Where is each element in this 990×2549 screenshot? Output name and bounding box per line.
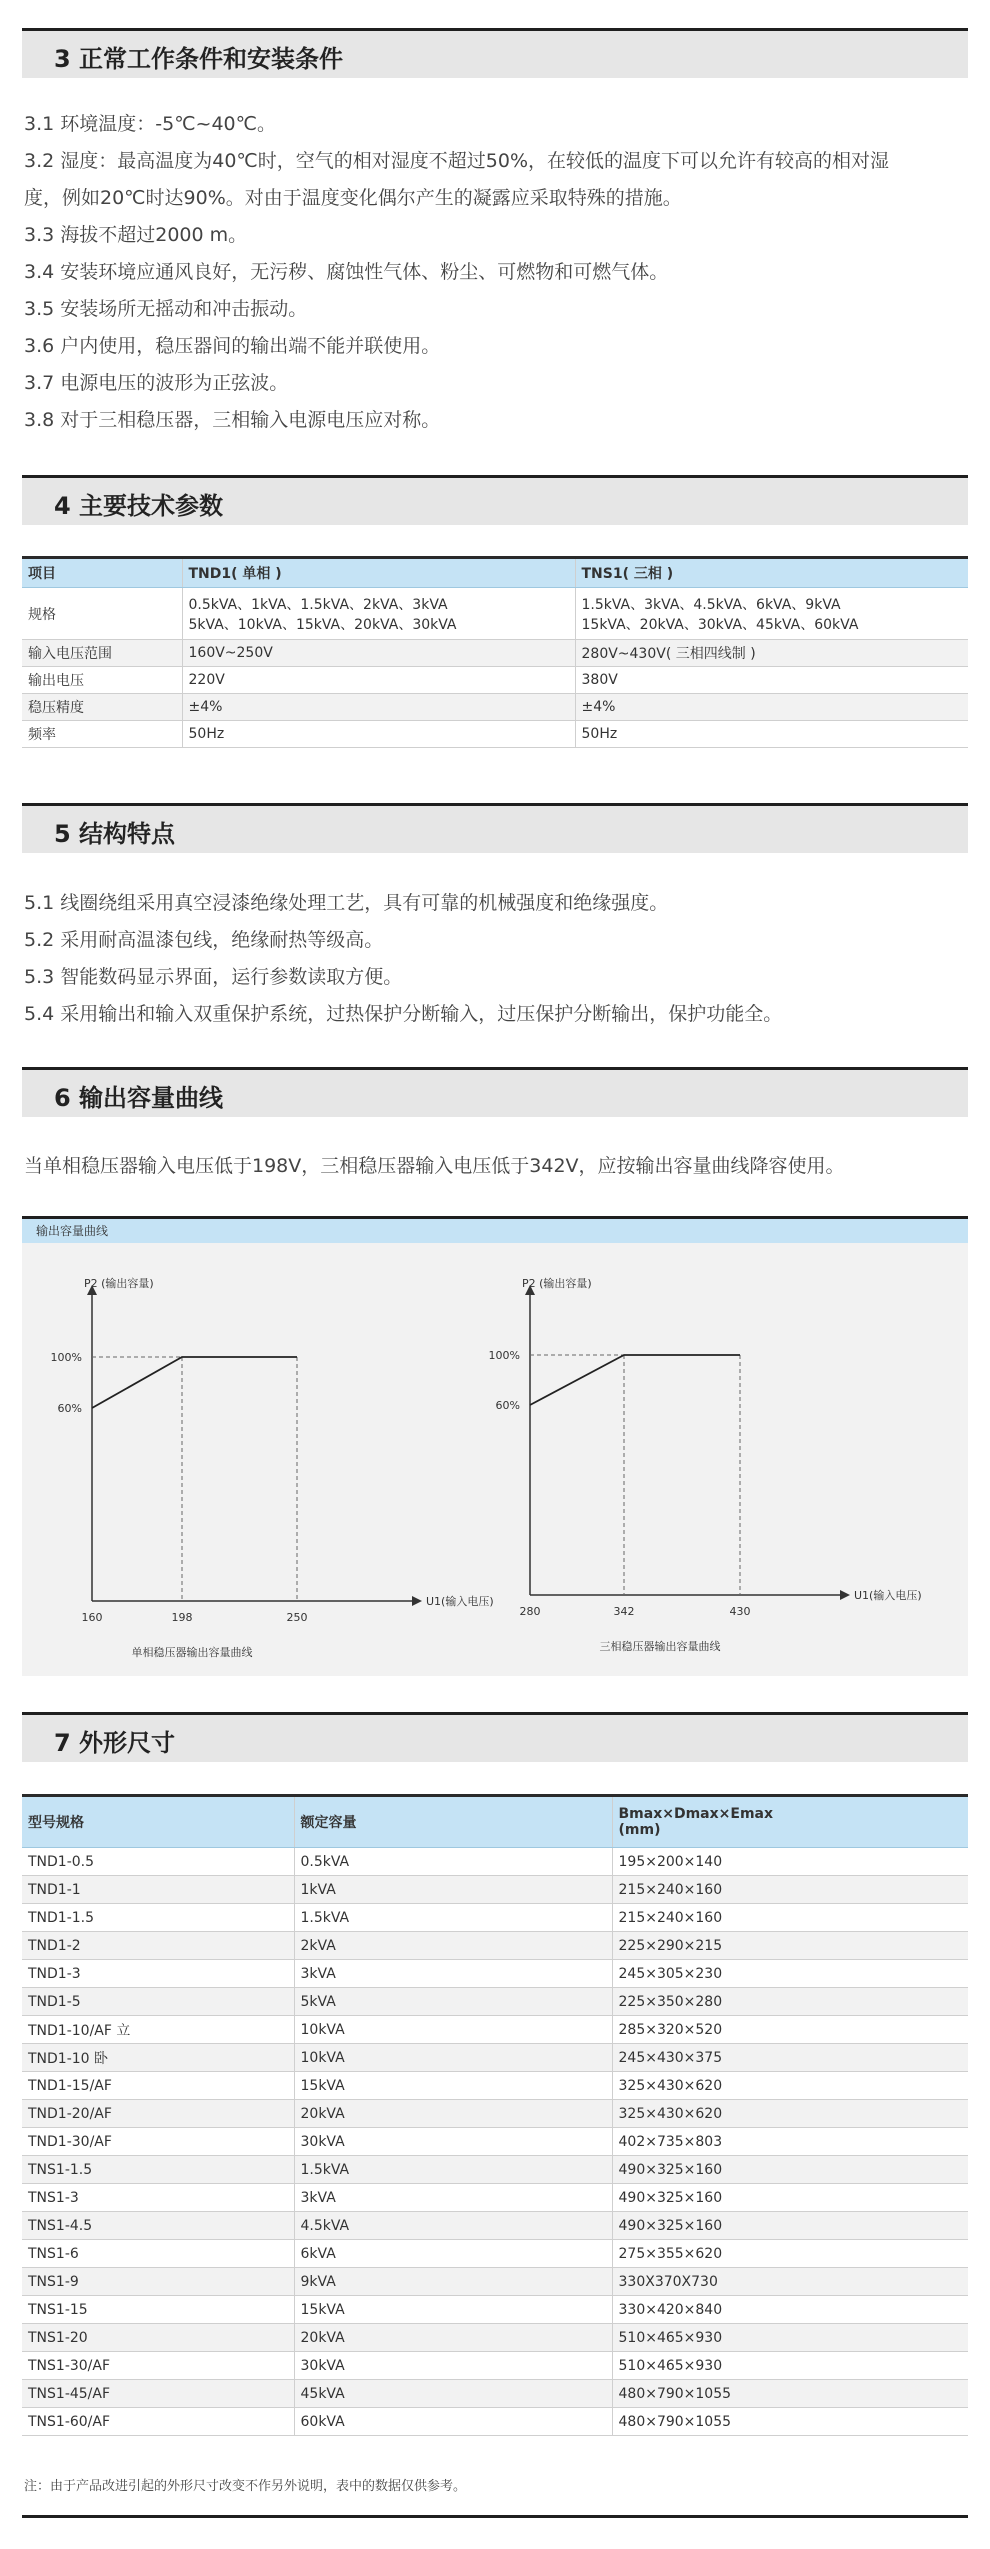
capacity-cell: 3kVA <box>294 2184 612 2212</box>
model-cell: TND1-1.5 <box>22 1904 294 1932</box>
x-tick-label: 250 <box>286 1611 308 1624</box>
x-tick-label: 198 <box>171 1611 193 1624</box>
header-line: (mm) <box>618 1822 661 1838</box>
header-cell: 额定容量 <box>294 1796 612 1848</box>
model-cell: TND1-3 <box>22 1960 294 1988</box>
dimension-cell: 325×430×620 <box>612 2072 968 2100</box>
three-phase-cell <box>575 588 968 640</box>
capacity-cell: 1.5kVA <box>294 1904 612 1932</box>
spec-line: 5kVA、10kVA、15kVA、20kVA、30kVA <box>188 616 457 633</box>
section-5-title: 5 结构特点 <box>54 820 176 848</box>
capacity-cell: 0.5kVA <box>294 1848 612 1876</box>
tech-params-table <box>22 556 968 748</box>
capacity-cell: 4.5kVA <box>294 2212 612 2240</box>
table-row <box>22 2240 968 2268</box>
table-row <box>22 2128 968 2156</box>
capacity-cell: 5kVA <box>294 1988 612 2016</box>
table-row <box>22 2408 968 2436</box>
y-tick-label: 100% <box>50 1351 82 1364</box>
condition-line: 3.6 户内使用，稳压器间的输出端不能并联使用。 <box>24 335 441 357</box>
table-row <box>22 1932 968 1960</box>
table-row <box>22 1848 968 1876</box>
feature-line: 5.2 采用耐高温漆包线，绝缘耐热等级高。 <box>24 929 384 951</box>
table-row <box>22 2212 968 2240</box>
table-row <box>22 588 968 640</box>
single-phase-cell <box>182 588 575 640</box>
model-cell: TND1-5 <box>22 1988 294 2016</box>
feature-line: 5.1 线圈绕组采用真空浸漆绝缘处理工艺，具有可靠的机械强度和绝缘强度。 <box>24 892 669 914</box>
x-tick-label: 160 <box>81 1611 103 1624</box>
chart-caption: 三相稳压器输出容量曲线 <box>599 1640 721 1653</box>
dimension-cell: 480×790×1055 <box>612 2380 968 2408</box>
table-row <box>22 2044 968 2072</box>
section-3-header <box>22 28 968 78</box>
capacity-cell: 30kVA <box>294 2352 612 2380</box>
model-cell: TND1-30/AF <box>22 2128 294 2156</box>
single-phase-cell: 220V <box>182 667 575 694</box>
dimension-cell: 490×325×160 <box>612 2156 968 2184</box>
table-row <box>22 667 968 694</box>
section-7-header <box>22 1712 968 1762</box>
y-tick-label: 60% <box>57 1402 82 1415</box>
header-cell <box>612 1796 968 1848</box>
condition-line: 3.5 安装场所无摇动和冲击振动。 <box>24 298 308 320</box>
dimension-cell: 330×420×840 <box>612 2296 968 2324</box>
chart-caption: 单相稳压器输出容量曲线 <box>131 1646 253 1659</box>
three-phase-cell: 280V~430V( 三相四线制 ) <box>575 640 968 667</box>
x-tick-label: 280 <box>519 1605 541 1618</box>
capacity-cell: 3kVA <box>294 1960 612 1988</box>
capacity-cell: 15kVA <box>294 2296 612 2324</box>
section-6-header <box>22 1067 968 1117</box>
header-line: Bmax×Dmax×Emax <box>618 1806 774 1822</box>
table-row <box>22 1960 968 1988</box>
panel-label: 输出容量曲线 <box>36 1224 109 1238</box>
row-label: 输出电压 <box>22 667 182 694</box>
table-row <box>22 640 968 667</box>
dimension-cell: 225×290×215 <box>612 1932 968 1960</box>
three-phase-cell: 50Hz <box>575 721 968 748</box>
table-row <box>22 2380 968 2408</box>
header-cell: TNS1( 三相 ) <box>575 558 968 588</box>
section-5-header <box>22 803 968 853</box>
capacity-cell: 20kVA <box>294 2324 612 2352</box>
three-phase-cell: ±4% <box>575 694 968 721</box>
dimension-cell: 225×350×280 <box>612 1988 968 2016</box>
capacity-cell: 30kVA <box>294 2128 612 2156</box>
y-tick-label: 100% <box>488 1349 520 1362</box>
bottom-rule <box>22 2515 968 2518</box>
condition-line: 3.1 环境温度：-5℃~40℃。 <box>24 113 276 135</box>
dimension-cell: 480×790×1055 <box>612 2408 968 2436</box>
y-axis-label: P2 (输出容量) <box>84 1277 154 1290</box>
dimension-cell: 215×240×160 <box>612 1904 968 1932</box>
capacity-curves-svg <box>22 1245 968 1679</box>
x-axis-label: U1(输入电压) <box>426 1595 494 1608</box>
condition-line: 3.3 海拔不超过2000 m。 <box>24 224 248 246</box>
condition-line: 3.7 电源电压的波形为正弦波。 <box>24 372 289 394</box>
table-header-row <box>22 558 968 588</box>
capacity-cell: 10kVA <box>294 2016 612 2044</box>
condition-line: 3.2 湿度：最高温度为40℃时，空气的相对湿度不超过50%，在较低的温度下可以允许有较高的相对湿 <box>24 150 890 172</box>
table-row <box>22 2100 968 2128</box>
table-row <box>22 2268 968 2296</box>
three-phase-cell: 380V <box>575 667 968 694</box>
table-row <box>22 2156 968 2184</box>
table-row <box>22 1988 968 2016</box>
model-cell: TND1-0.5 <box>22 1848 294 1876</box>
table-row <box>22 2324 968 2352</box>
capacity-curve-panel <box>22 1216 968 1676</box>
model-cell: TNS1-9 <box>22 2268 294 2296</box>
table-row <box>22 2072 968 2100</box>
capacity-cell: 1.5kVA <box>294 2156 612 2184</box>
model-cell: TND1-15/AF <box>22 2072 294 2100</box>
table-header-row <box>22 1796 968 1848</box>
section-4-header <box>22 475 968 525</box>
condition-line: 3.4 安装环境应通风良好，无污秽、腐蚀性气体、粉尘、可燃物和可燃气体。 <box>24 261 669 283</box>
capacity-cell: 15kVA <box>294 2072 612 2100</box>
dimension-cell: 285×320×520 <box>612 2016 968 2044</box>
x-axis-label: U1(输入电压) <box>854 1589 922 1602</box>
model-cell: TNS1-20 <box>22 2324 294 2352</box>
section-7-title: 7 外形尺寸 <box>54 1729 176 1757</box>
spec-line: 0.5kVA、1kVA、1.5kVA、2kVA、3kVA <box>188 596 448 613</box>
dimension-cell: 245×430×375 <box>612 2044 968 2072</box>
model-cell: TND1-20/AF <box>22 2100 294 2128</box>
model-cell: TNS1-1.5 <box>22 2156 294 2184</box>
model-cell: TNS1-30/AF <box>22 2352 294 2380</box>
model-cell: TNS1-3 <box>22 2184 294 2212</box>
row-label: 规格 <box>22 588 182 640</box>
row-label: 稳压精度 <box>22 694 182 721</box>
model-cell: TNS1-45/AF <box>22 2380 294 2408</box>
y-tick-label: 60% <box>495 1399 520 1412</box>
section-6-title: 6 输出容量曲线 <box>54 1084 224 1112</box>
table-row <box>22 1876 968 1904</box>
header-cell: TND1( 单相 ) <box>182 558 575 588</box>
derating-note: 当单相稳压器输入电压低于198V，三相稳压器输入电压低于342V，应按输出容量曲线降容使用。 <box>24 1155 845 1177</box>
single-phase-cell: 50Hz <box>182 721 575 748</box>
table-row <box>22 2184 968 2212</box>
dimension-cell: 245×305×230 <box>612 1960 968 1988</box>
model-cell: TND1-1 <box>22 1876 294 1904</box>
dimension-cell: 490×325×160 <box>612 2212 968 2240</box>
spec-line: 1.5kVA、3kVA、4.5kVA、6kVA、9kVA <box>581 596 841 613</box>
capacity-curve-line <box>530 1355 740 1405</box>
feature-line: 5.3 智能数码显示界面，运行参数读取方便。 <box>24 966 403 988</box>
single-phase-cell: ±4% <box>182 694 575 721</box>
x-axis-arrow-icon <box>840 1590 850 1600</box>
header-cell: 项目 <box>22 558 182 588</box>
dimension-cell: 490×325×160 <box>612 2184 968 2212</box>
dimension-cell: 330X370X730 <box>612 2268 968 2296</box>
condition-line: 度，例如20℃时达90%。对由于温度变化偶尔产生的凝露应采取特殊的措施。 <box>24 187 682 209</box>
dimension-cell: 195×200×140 <box>612 1848 968 1876</box>
model-cell: TNS1-15 <box>22 2296 294 2324</box>
spec-line: 15kVA、20kVA、30kVA、45kVA、60kVA <box>581 616 859 633</box>
capacity-cell: 10kVA <box>294 2044 612 2072</box>
section-5-body <box>24 885 970 1033</box>
model-cell: TNS1-4.5 <box>22 2212 294 2240</box>
model-cell: TND1-10/AF 立 <box>22 2016 294 2044</box>
dimension-cell: 510×465×930 <box>612 2352 968 2380</box>
capacity-cell: 1kVA <box>294 1876 612 1904</box>
panel-label-bar <box>22 1219 968 1243</box>
dimension-cell: 275×355×620 <box>612 2240 968 2268</box>
dimensions-table <box>22 1794 968 2436</box>
model-cell: TNS1-60/AF <box>22 2408 294 2436</box>
footnote: 注：由于产品改进引起的外形尺寸改变不作另外说明，表中的数据仅供参考。 <box>24 2479 467 2494</box>
dimension-cell: 325×430×620 <box>612 2100 968 2128</box>
section-3-body <box>24 106 970 439</box>
dimension-cell: 215×240×160 <box>612 1876 968 1904</box>
feature-line: 5.4 采用输出和输入双重保护系统，过热保护分断输入，过压保护分断输出，保护功能全。 <box>24 1003 783 1025</box>
table-row <box>22 2296 968 2324</box>
x-axis-arrow-icon <box>412 1596 422 1606</box>
section-3-title: 3 正常工作条件和安装条件 <box>54 45 344 73</box>
capacity-curve-line <box>92 1357 297 1408</box>
header-cell: 型号规格 <box>22 1796 294 1848</box>
model-cell: TND1-2 <box>22 1932 294 1960</box>
dimension-cell: 510×465×930 <box>612 2324 968 2352</box>
table-row <box>22 694 968 721</box>
dimension-cell: 402×735×803 <box>612 2128 968 2156</box>
section-4-title: 4 主要技术参数 <box>54 492 224 520</box>
table-row <box>22 721 968 748</box>
x-tick-label: 430 <box>729 1605 751 1618</box>
table-row <box>22 1904 968 1932</box>
row-label: 输入电压范围 <box>22 640 182 667</box>
x-tick-label: 342 <box>613 1605 635 1618</box>
capacity-cell: 45kVA <box>294 2380 612 2408</box>
table-row <box>22 2352 968 2380</box>
capacity-cell: 60kVA <box>294 2408 612 2436</box>
y-axis-label: P2 (输出容量) <box>522 1277 592 1290</box>
capacity-cell: 2kVA <box>294 1932 612 1960</box>
table-row <box>22 2016 968 2044</box>
capacity-cell: 9kVA <box>294 2268 612 2296</box>
single-phase-cell: 160V~250V <box>182 640 575 667</box>
section-6-intro <box>24 1148 970 1185</box>
condition-line: 3.8 对于三相稳压器，三相输入电源电压应对称。 <box>24 409 441 431</box>
model-cell: TND1-10 卧 <box>22 2044 294 2072</box>
row-label: 频率 <box>22 721 182 748</box>
capacity-cell: 6kVA <box>294 2240 612 2268</box>
model-cell: TNS1-6 <box>22 2240 294 2268</box>
capacity-cell: 20kVA <box>294 2100 612 2128</box>
